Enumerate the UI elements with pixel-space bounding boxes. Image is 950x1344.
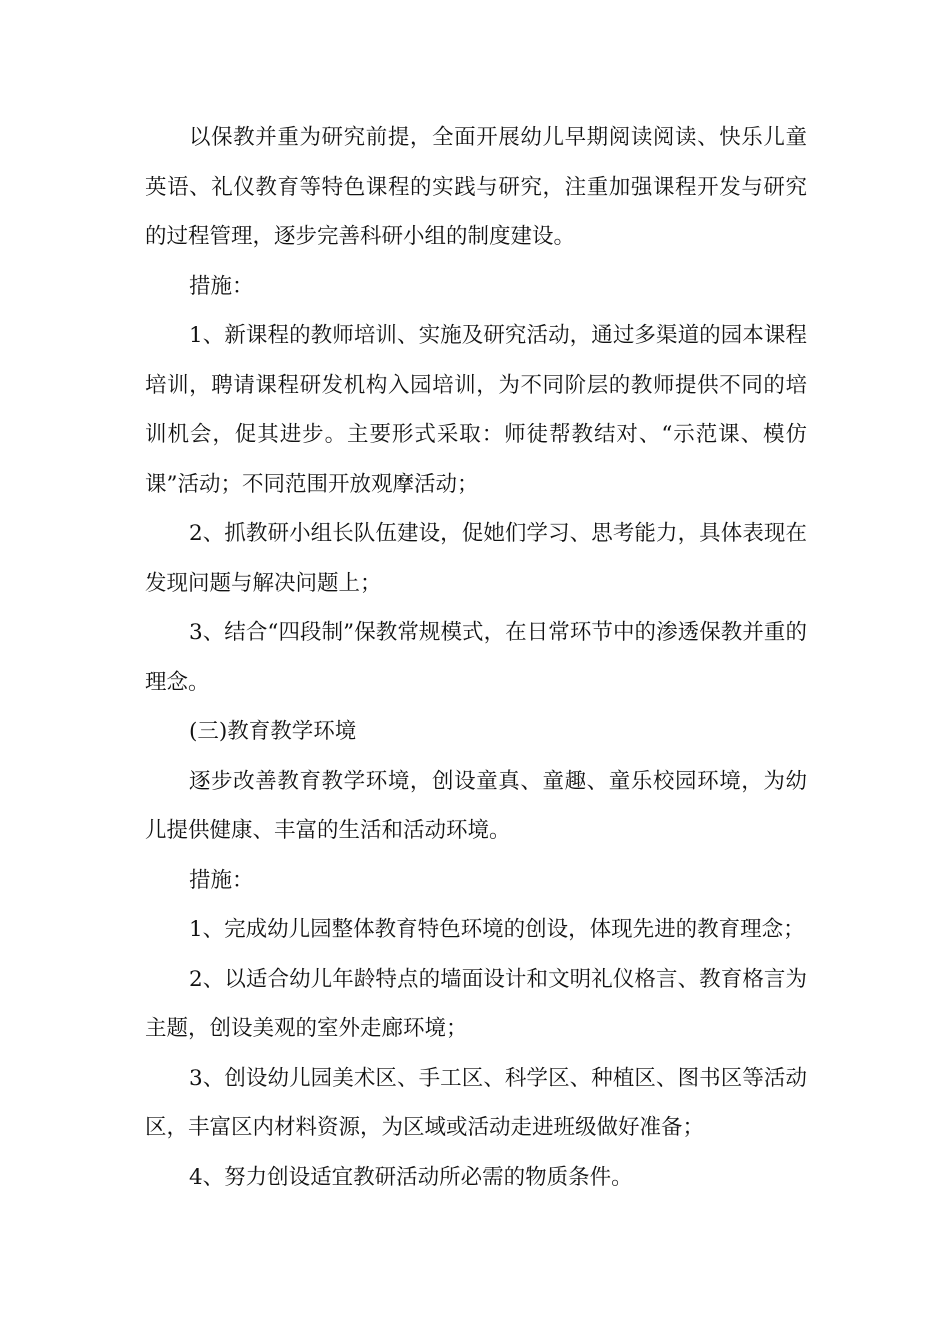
paragraph-env-measure-4: 4、努力创设适宜教研活动所必需的物质条件。: [189, 1164, 633, 1190]
paragraph-research-premise: 以保教并重为研究前提，全面开展幼儿早期阅读阅读、快乐儿童英语、礼仪教育等特色课程的实践与研究，注重加强课程开发与研究的过程管理，逐步完善科研小组的制度建设。: [145, 125, 807, 249]
paragraph-env-measure-3: 3、创设幼儿园美术区、手工区、科学区、种植区、图书区等活动区，丰富区内材料资源，为区域或活动走进班级做好准备；: [145, 1065, 807, 1140]
paragraph-measure-2: 2、抓教研小组长队伍建设，促她们学习、思考能力，具体表现在发现问题与解决问题上；: [145, 521, 807, 596]
paragraph-measures-heading-2: 措施：: [189, 867, 254, 893]
paragraph-env-measure-2: 2、以适合幼儿年龄特点的墙面设计和文明礼仪格言、教育格言为主题，创设美观的室外走廊环境；: [145, 966, 807, 1041]
paragraph-measure-1: 1、新课程的教师培训、实施及研究活动，通过多渠道的园本课程培训，聘请课程研发机构入园培训，为不同阶层的教师提供不同的培训机会，促其进步。主要形式采取：师徒帮教结对、“示范课、模仿课”活动；不同范围开放观摩活动；: [145, 323, 807, 497]
document-body: [145, 113, 807, 1202]
paragraph-measures-heading: 措施：: [189, 273, 254, 299]
paragraph-environment-goal: 逐步改善教育教学环境，创设童真、童趣、童乐校园环境，为幼儿提供健康、丰富的生活和活动环境。: [145, 768, 807, 843]
section-heading-environment: (三)教育教学环境: [189, 719, 357, 744]
paragraph-measure-3: 3、结合“四段制”保教常规模式，在日常环节中的渗透保教并重的理念。: [145, 620, 807, 695]
paragraph-env-measure-1: 1、完成幼儿园整体教育特色环境的创设，体现先进的教育理念；: [189, 917, 805, 942]
